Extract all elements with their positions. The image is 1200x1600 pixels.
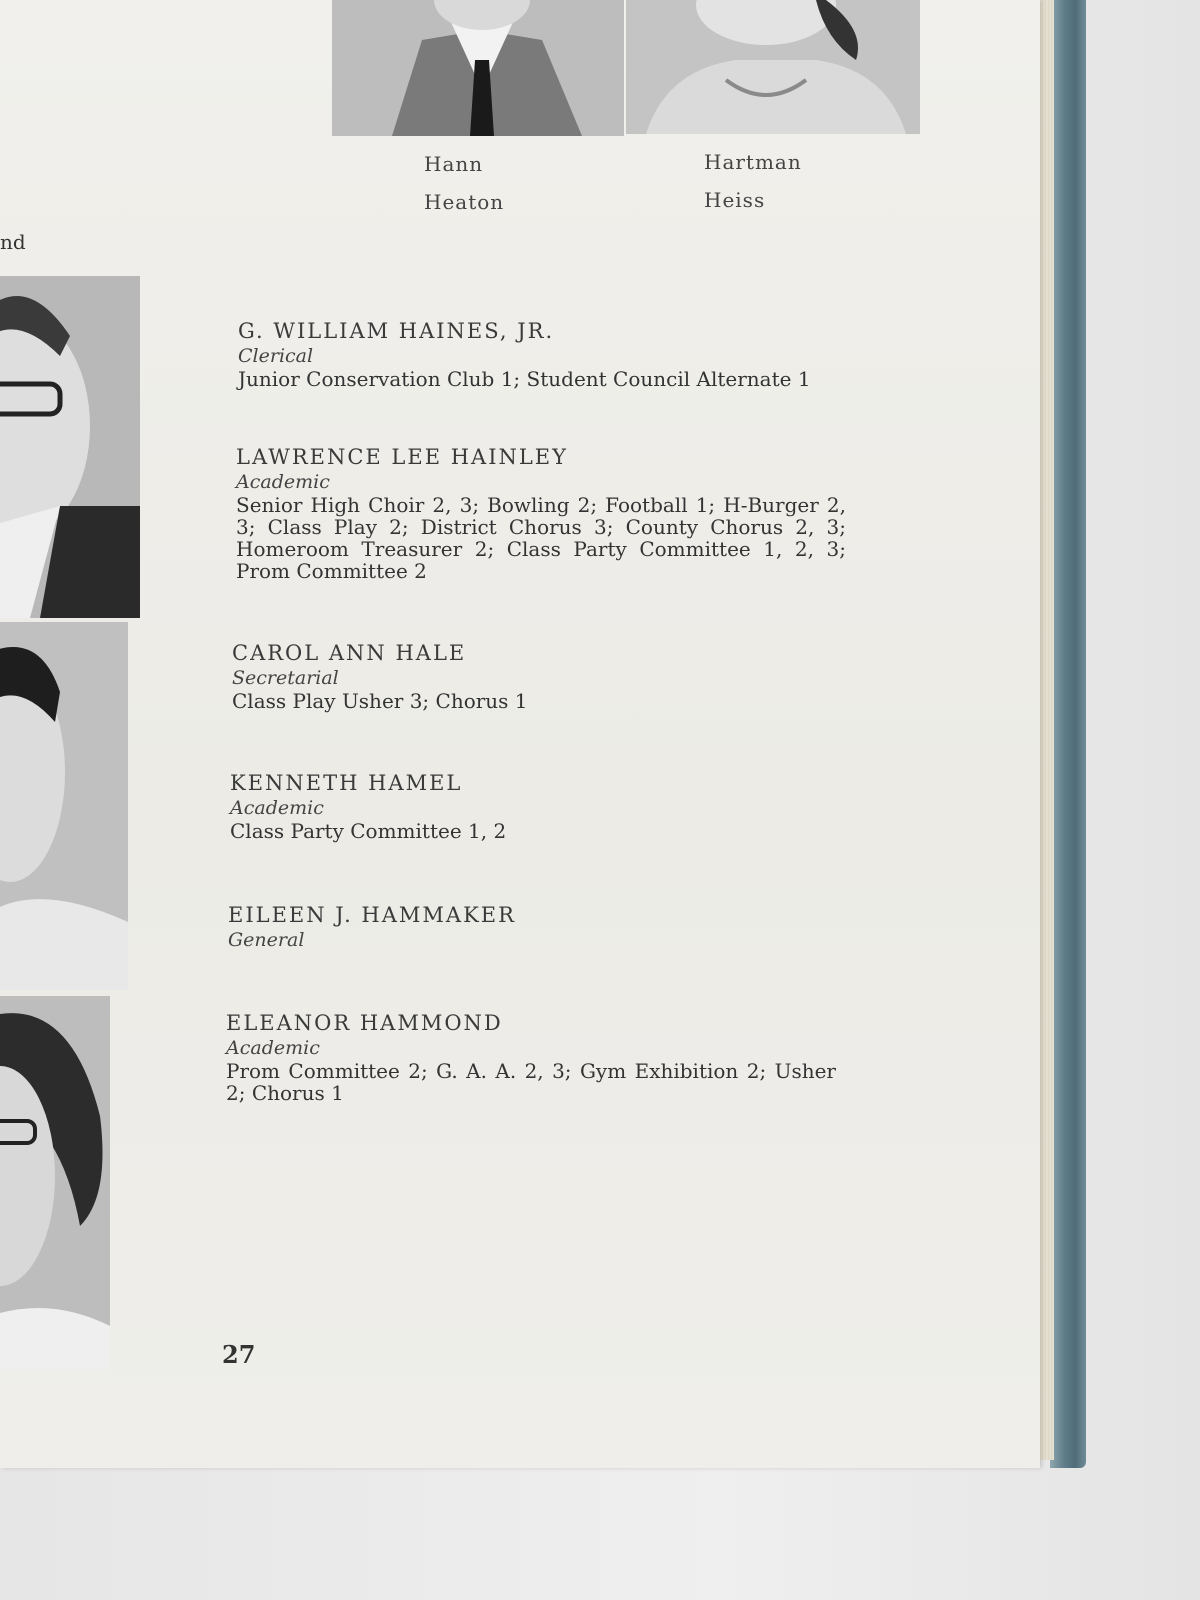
cut-off-text-fragment: nd [0, 230, 26, 254]
page-number: 27 [222, 1340, 256, 1369]
student-entry [230, 770, 840, 842]
student-entry [228, 902, 838, 952]
student-activities: Junior Conservation Club 1; Student Council Alternate 1 [238, 367, 811, 391]
student-name: LAWRENCE LEE HAINLEY [236, 445, 569, 469]
portrait-photo-hartman [626, 0, 920, 134]
caption-hann: Hann [424, 152, 484, 176]
student-name: KENNETH HAMEL [230, 771, 463, 795]
student-activities: Senior High Choir 2, 3; Bowling 2; Football 1; H-Burger 2, 3; Class Play 2; District Chorus 3; County Chorus 2, 3; Homeroom Treasurer 2; Class Party Committee 1, 2, 3; Prom Committee 2 [236, 493, 846, 583]
portrait-photo-hann [332, 0, 624, 136]
student-name: G. WILLIAM HAINES, JR. [238, 319, 555, 343]
student-activities: Class Play Usher 3; Chorus 1 [232, 689, 528, 713]
student-entry [236, 444, 846, 582]
student-course: General [228, 929, 305, 951]
student-name: ELEANOR HAMMOND [226, 1011, 503, 1035]
portrait-photo-hainley [0, 622, 128, 990]
student-activities: Prom Committee 2; G. A. A. 2, 3; Gym Exhibition 2; Usher 2; Chorus 1 [226, 1059, 836, 1105]
student-entry [238, 318, 848, 390]
portrait-photo-hale [0, 996, 110, 1370]
student-name: EILEEN J. HAMMAKER [228, 903, 516, 927]
student-course: Academic [236, 471, 330, 493]
caption-heiss: Heiss [704, 188, 766, 212]
student-course: Clerical [238, 345, 314, 367]
student-entry [232, 640, 842, 712]
student-activities: Class Party Committee 1, 2 [230, 819, 507, 843]
student-course: Academic [230, 797, 324, 819]
student-entry [226, 1010, 836, 1104]
caption-hartman: Hartman [704, 150, 802, 174]
student-course: Secretarial [232, 667, 339, 689]
student-name: CAROL ANN HALE [232, 641, 467, 665]
caption-heaton: Heaton [424, 190, 505, 214]
student-course: Academic [226, 1037, 320, 1059]
portrait-photo-haines [0, 276, 140, 618]
book-cover-edge [1050, 0, 1086, 1468]
